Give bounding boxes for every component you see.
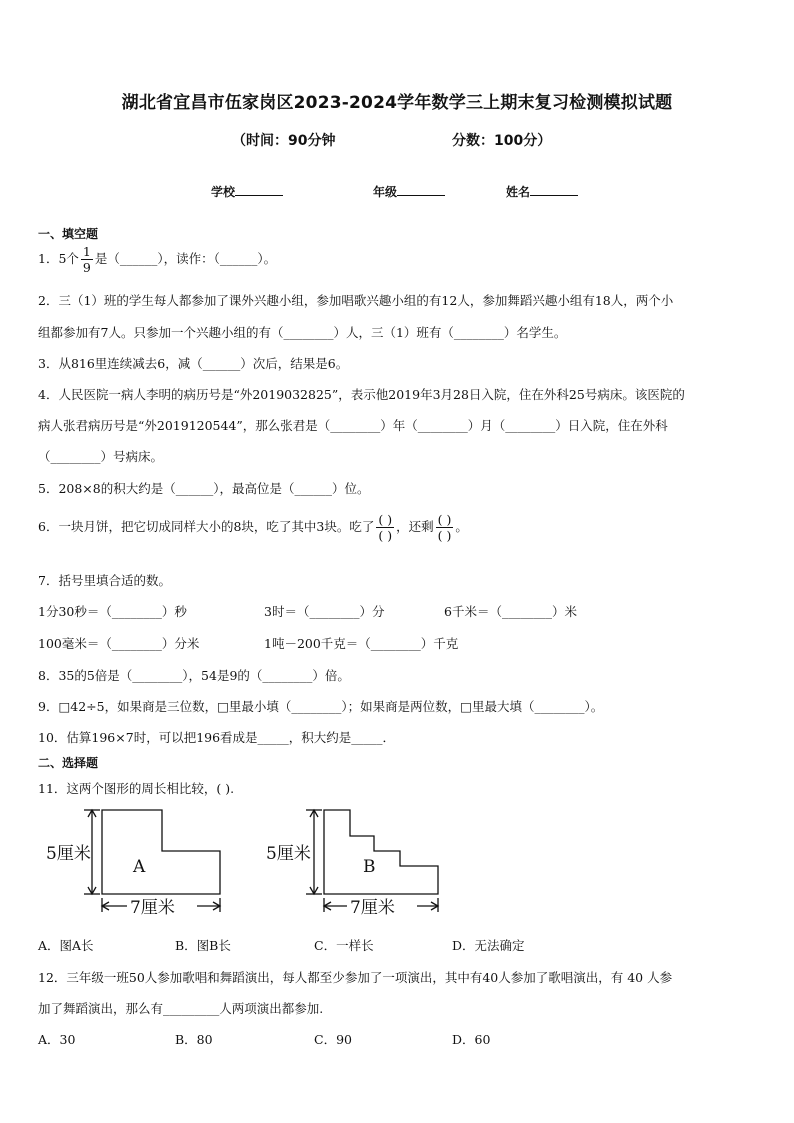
q11-option-d[interactable]: D．无法确定 — [452, 938, 525, 953]
name-label: 姓名 — [506, 185, 531, 199]
q12-option-b[interactable]: B．80 — [175, 1032, 213, 1047]
question-7-item-5: 1吨－200千克＝（________）千克 — [264, 636, 459, 651]
q6-left-numerator: ( ) — [437, 512, 452, 527]
question-4-line-3: （________）号病床。 — [38, 449, 164, 464]
q6-eaten-numerator: ( ) — [378, 512, 393, 527]
q1-fraction — [81, 244, 93, 275]
q1-prefix: 1．5个 — [38, 251, 79, 266]
question-5: 5．208×8的积大约是（______），最高位是（______）位。 — [38, 481, 370, 496]
figure-b-height-label: 5厘米 — [266, 844, 311, 864]
name-field[interactable] — [506, 183, 578, 200]
question-4-line-1: 4．人民医院一病人李明的病历号是“外2019032825”，表示他2019年3月28日入院，住在外科25号病床。该医院的 — [38, 387, 685, 402]
exam-time: （时间：90分钟 — [232, 133, 336, 149]
q12-option-a[interactable]: A．30 — [38, 1032, 76, 1047]
question-11-stem: 11．这两个图形的周长相比较，( ). — [38, 781, 235, 796]
q1-suffix: 是（______），读作：（______）。 — [94, 251, 277, 266]
question-7-item-2: 3时＝（________）分 — [264, 604, 385, 619]
q6-eaten-denominator: ( ) — [378, 528, 393, 543]
question-7-item-4: 100毫米＝（________）分米 — [38, 636, 200, 651]
school-field[interactable] — [211, 183, 283, 200]
question-7-item-3: 6千米＝（________）米 — [444, 604, 577, 619]
figure-a-label: A — [133, 857, 146, 877]
question-7-item-1: 1分30秒＝（________）秒 — [38, 604, 187, 619]
school-label: 学校 — [211, 185, 236, 199]
section-fill-blank: 一、填空题 — [38, 227, 99, 241]
question-6 — [38, 512, 468, 543]
q11-option-b[interactable]: B．图B长 — [175, 938, 231, 953]
question-1 — [38, 244, 276, 275]
grade-label: 年级 — [373, 185, 398, 199]
figure-b-label: B — [363, 857, 376, 877]
q1-numerator: 1 — [82, 244, 91, 259]
q6-prefix: 6．一块月饼，把它切成同样大小的8块，吃了其中3块。吃了 — [38, 519, 375, 534]
question-2-line-2: 组都参加有7人。只参加一个兴趣小组的有（________）人，三（1）班有（________）名学生。 — [38, 325, 567, 340]
q12-option-c[interactable]: C．90 — [314, 1032, 352, 1047]
figure-a-height-label: 5厘米 — [46, 844, 91, 864]
q12-option-d[interactable]: D．60 — [452, 1032, 491, 1047]
question-12-line-1: 12．三年级一班50人参加歌唱和舞蹈演出，每人都至少参加了一项演出，其中有40人参加了歌唱演出，有 40 人参 — [38, 970, 673, 985]
figure-a-width-label: 7厘米 — [130, 898, 175, 918]
figure-a — [42, 806, 237, 922]
question-8: 8．35的5倍是（________），54是9的（________）倍。 — [38, 668, 350, 683]
figure-b — [264, 806, 464, 922]
q6-middle: ，还剩 — [396, 519, 434, 534]
grade-field[interactable] — [373, 183, 445, 200]
question-10: 10．估算196×7时，可以把196看成是_____，积大约是_____． — [38, 730, 396, 745]
question-12-line-2: 加了舞蹈演出，那么有_________人两项演出都参加. — [38, 1001, 324, 1016]
page-title: 湖北省宜昌市伍家岗区2023-2024学年数学三上期末复习检测模拟试题 — [121, 93, 673, 113]
question-9: 9．□42÷5，如果商是三位数，□里最小填（________）；如果商是两位数，□里最大填（________）。 — [38, 699, 604, 714]
q1-denominator: 9 — [82, 260, 91, 275]
section-choice: 二、选择题 — [38, 756, 99, 770]
question-3: 3．从816里连续减去6，减（______）次后，结果是6。 — [38, 356, 349, 371]
q6-end: 。 — [455, 519, 468, 534]
question-4-line-2: 病人张君病历号是“外2019120544”，那么张君是（________）年（________）月（________）日入院，住在外科 — [38, 418, 668, 433]
q11-option-c[interactable]: C．一样长 — [314, 938, 374, 953]
q11-option-a[interactable]: A．图A长 — [38, 938, 94, 953]
figure-b-width-label: 7厘米 — [350, 898, 395, 918]
question-7-stem: 7．括号里填合适的数。 — [38, 573, 171, 588]
question-2-line-1: 2．三（1）班的学生每人都参加了课外兴趣小组，参加唱歌兴趣小组的有12人，参加舞蹈兴趣小组有18人，两个小 — [38, 293, 674, 308]
q6-left-denominator: ( ) — [437, 528, 452, 543]
exam-score: 分数：100分） — [452, 133, 552, 149]
q6-fraction-left — [436, 512, 454, 543]
q6-fraction-eaten — [376, 512, 394, 543]
